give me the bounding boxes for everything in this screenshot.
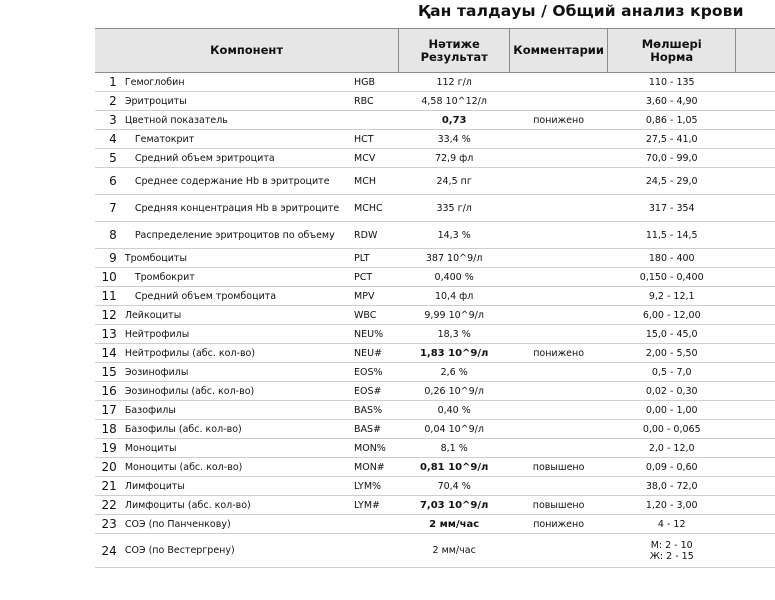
table-row — [95, 168, 775, 195]
table-row — [95, 363, 775, 382]
row-norm: 0,00 - 1,00 — [608, 401, 736, 420]
row-extra-cell — [736, 515, 775, 534]
row-extra-cell — [736, 130, 775, 149]
row-result: 24,5 пг — [399, 168, 510, 195]
page-title: Қан талдауы / Общий анализ крови — [418, 2, 744, 20]
row-extra-cell — [736, 149, 775, 168]
table-row — [95, 130, 775, 149]
row-extra-cell — [736, 287, 775, 306]
row-comment — [510, 130, 608, 149]
row-result: 0,26 10^9/л — [399, 382, 510, 401]
row-code: LYM% — [354, 477, 399, 496]
row-number: 2 — [95, 92, 123, 111]
row-code: EOS# — [354, 382, 399, 401]
row-result: 2,6 % — [399, 363, 510, 382]
row-extra-cell — [736, 439, 775, 458]
row-extra-cell — [736, 344, 775, 363]
row-norm: 1,20 - 3,00 — [608, 496, 736, 515]
row-norm: 9,2 - 12,1 — [608, 287, 736, 306]
table-row — [95, 382, 775, 401]
row-extra-cell — [736, 168, 775, 195]
row-result: 0,73 — [399, 111, 510, 130]
row-result: 335 г/л — [399, 195, 510, 222]
row-norm: 24,5 - 29,0 — [608, 168, 736, 195]
row-comment — [510, 439, 608, 458]
header-result: Нәтиже Результат — [399, 29, 510, 73]
row-number: 11 — [95, 287, 123, 306]
row-extra-cell — [736, 458, 775, 477]
row-comment — [510, 287, 608, 306]
row-norm: 110 - 135 — [608, 73, 736, 92]
row-result: 4,58 10^12/л — [399, 92, 510, 111]
table-body — [95, 73, 775, 568]
table-row — [95, 477, 775, 496]
row-component-name: Эритроциты — [123, 92, 354, 111]
row-component-name: Тромбокрит — [123, 268, 354, 287]
table-header-row — [95, 29, 775, 73]
row-number: 1 — [95, 73, 123, 92]
table-row — [95, 92, 775, 111]
row-result: 14,3 % — [399, 222, 510, 249]
row-result: 0,81 10^9/л — [399, 458, 510, 477]
row-comment — [510, 149, 608, 168]
row-norm: 15,0 - 45,0 — [608, 325, 736, 344]
row-norm: 38,0 - 72,0 — [608, 477, 736, 496]
table-row — [95, 306, 775, 325]
row-comment — [510, 401, 608, 420]
table-row — [95, 344, 775, 363]
row-code: HCT — [354, 130, 399, 149]
row-result: 7,03 10^9/л — [399, 496, 510, 515]
table-row — [95, 149, 775, 168]
row-norm: 11,5 - 14,5 — [608, 222, 736, 249]
row-number: 19 — [95, 439, 123, 458]
row-code: NEU# — [354, 344, 399, 363]
row-code: PLT — [354, 249, 399, 268]
row-comment: понижено — [510, 111, 608, 130]
row-extra-cell — [736, 382, 775, 401]
row-extra-cell — [736, 92, 775, 111]
row-norm: 6,00 - 12,00 — [608, 306, 736, 325]
row-extra-cell — [736, 249, 775, 268]
row-norm: 0,00 - 0,065 — [608, 420, 736, 439]
row-component-name: Распределение эритроцитов по объему — [123, 222, 354, 249]
row-comment — [510, 363, 608, 382]
row-extra-cell — [736, 477, 775, 496]
table-row — [95, 401, 775, 420]
row-comment — [510, 420, 608, 439]
row-comment — [510, 222, 608, 249]
row-code: PCT — [354, 268, 399, 287]
row-component-name: Средний объем тромбоцита — [123, 287, 354, 306]
row-result: 9,99 10^9/л — [399, 306, 510, 325]
row-norm: 2,00 - 5,50 — [608, 344, 736, 363]
row-extra-cell — [736, 111, 775, 130]
row-comment — [510, 534, 608, 568]
header-comments: Комментарии — [510, 29, 608, 73]
row-result: 72,9 фл — [399, 149, 510, 168]
row-number: 3 — [95, 111, 123, 130]
row-extra-cell — [736, 420, 775, 439]
row-number: 17 — [95, 401, 123, 420]
row-comment — [510, 195, 608, 222]
row-component-name: Тромбоциты — [123, 249, 354, 268]
row-number: 5 — [95, 149, 123, 168]
row-number: 22 — [95, 496, 123, 515]
row-code: BAS# — [354, 420, 399, 439]
row-extra-cell — [736, 496, 775, 515]
row-component-name: Лейкоциты — [123, 306, 354, 325]
row-component-name: Эозинофилы (абс. кол-во) — [123, 382, 354, 401]
row-comment — [510, 249, 608, 268]
row-norm: М: 2 - 10 Ж: 2 - 15 — [608, 534, 736, 568]
row-norm: 0,02 - 0,30 — [608, 382, 736, 401]
row-result: 33,4 % — [399, 130, 510, 149]
row-number: 9 — [95, 249, 123, 268]
row-comment — [510, 306, 608, 325]
table-row — [95, 249, 775, 268]
row-norm: 70,0 - 99,0 — [608, 149, 736, 168]
row-component-name: Моноциты (абс. кол-во) — [123, 458, 354, 477]
row-comment — [510, 477, 608, 496]
row-number: 13 — [95, 325, 123, 344]
row-number: 4 — [95, 130, 123, 149]
table-row — [95, 420, 775, 439]
row-comment — [510, 92, 608, 111]
row-result: 70,4 % — [399, 477, 510, 496]
row-comment: понижено — [510, 515, 608, 534]
row-component-name: СОЭ (по Панченкову) — [123, 515, 354, 534]
row-norm: 0,86 - 1,05 — [608, 111, 736, 130]
table-row — [95, 73, 775, 92]
row-extra-cell — [736, 222, 775, 249]
table-row — [95, 439, 775, 458]
row-code: MPV — [354, 287, 399, 306]
table-row — [95, 287, 775, 306]
row-component-name: Гемоглобин — [123, 73, 354, 92]
row-norm: 0,150 - 0,400 — [608, 268, 736, 287]
row-norm: 317 - 354 — [608, 195, 736, 222]
row-number: 10 — [95, 268, 123, 287]
table-row — [95, 111, 775, 130]
row-number: 6 — [95, 168, 123, 195]
row-result: 8,1 % — [399, 439, 510, 458]
row-code — [354, 515, 399, 534]
row-component-name: Эозинофилы — [123, 363, 354, 382]
row-extra-cell — [736, 268, 775, 287]
row-code: WBC — [354, 306, 399, 325]
row-component-name: СОЭ (по Вестергрену) — [123, 534, 354, 568]
row-component-name: Моноциты — [123, 439, 354, 458]
row-number: 20 — [95, 458, 123, 477]
row-code — [354, 111, 399, 130]
table-row — [95, 268, 775, 287]
row-number: 15 — [95, 363, 123, 382]
row-norm: 3,60 - 4,90 — [608, 92, 736, 111]
row-component-name: Нейтрофилы (абс. кол-во) — [123, 344, 354, 363]
row-norm: 0,5 - 7,0 — [608, 363, 736, 382]
results-table — [95, 28, 775, 568]
row-extra-cell — [736, 401, 775, 420]
row-result: 112 г/л — [399, 73, 510, 92]
table-row — [95, 325, 775, 344]
table-row — [95, 195, 775, 222]
row-component-name: Цветной показатель — [123, 111, 354, 130]
row-component-name: Средняя концентрация Hb в эритроците — [123, 195, 354, 222]
row-number: 8 — [95, 222, 123, 249]
row-code: MCHC — [354, 195, 399, 222]
row-number: 12 — [95, 306, 123, 325]
row-component-name: Лимфоциты (абс. кол-во) — [123, 496, 354, 515]
row-norm: 0,09 - 0,60 — [608, 458, 736, 477]
row-component-name: Среднее содержание Hb в эритроците — [123, 168, 354, 195]
row-comment: повышено — [510, 458, 608, 477]
row-norm: 4 - 12 — [608, 515, 736, 534]
row-component-name: Лимфоциты — [123, 477, 354, 496]
row-result: 10,4 фл — [399, 287, 510, 306]
table-row — [95, 496, 775, 515]
row-component-name: Базофилы — [123, 401, 354, 420]
row-code: RBC — [354, 92, 399, 111]
row-comment — [510, 73, 608, 92]
row-component-name: Базофилы (абс. кол-во) — [123, 420, 354, 439]
row-comment — [510, 382, 608, 401]
row-code: RDW — [354, 222, 399, 249]
row-number: 21 — [95, 477, 123, 496]
row-norm: 180 - 400 — [608, 249, 736, 268]
row-code: MON# — [354, 458, 399, 477]
row-result: 18,3 % — [399, 325, 510, 344]
row-code: MON% — [354, 439, 399, 458]
row-result: 2 мм/час — [399, 534, 510, 568]
row-comment — [510, 168, 608, 195]
table-row — [95, 534, 775, 568]
row-comment — [510, 268, 608, 287]
row-component-name: Нейтрофилы — [123, 325, 354, 344]
row-code: LYM# — [354, 496, 399, 515]
row-extra-cell — [736, 534, 775, 568]
row-result: 0,40 % — [399, 401, 510, 420]
table-row — [95, 515, 775, 534]
row-extra-cell — [736, 325, 775, 344]
header-component: Компонент — [95, 29, 399, 73]
row-code: MCH — [354, 168, 399, 195]
row-extra-cell — [736, 306, 775, 325]
row-result: 387 10^9/л — [399, 249, 510, 268]
row-result: 2 мм/час — [399, 515, 510, 534]
row-number: 18 — [95, 420, 123, 439]
header-norm: Мөлшері Норма — [608, 29, 736, 73]
header-extra — [736, 29, 775, 73]
row-code: EOS% — [354, 363, 399, 382]
row-number: 24 — [95, 534, 123, 568]
row-number: 7 — [95, 195, 123, 222]
table-row — [95, 458, 775, 477]
row-norm: 27,5 - 41,0 — [608, 130, 736, 149]
row-code: NEU% — [354, 325, 399, 344]
row-code: HGB — [354, 73, 399, 92]
row-code: BAS% — [354, 401, 399, 420]
row-number: 14 — [95, 344, 123, 363]
row-number: 23 — [95, 515, 123, 534]
row-result: 0,400 % — [399, 268, 510, 287]
row-comment: повышено — [510, 496, 608, 515]
row-result: 0,04 10^9/л — [399, 420, 510, 439]
row-code — [354, 534, 399, 568]
row-component-name: Средний объем эритроцита — [123, 149, 354, 168]
row-component-name: Гематокрит — [123, 130, 354, 149]
row-extra-cell — [736, 363, 775, 382]
row-norm: 2,0 - 12,0 — [608, 439, 736, 458]
table-row — [95, 222, 775, 249]
row-number: 16 — [95, 382, 123, 401]
row-extra-cell — [736, 73, 775, 92]
row-comment: понижено — [510, 344, 608, 363]
row-comment — [510, 325, 608, 344]
row-code: MCV — [354, 149, 399, 168]
row-extra-cell — [736, 195, 775, 222]
row-result: 1,83 10^9/л — [399, 344, 510, 363]
